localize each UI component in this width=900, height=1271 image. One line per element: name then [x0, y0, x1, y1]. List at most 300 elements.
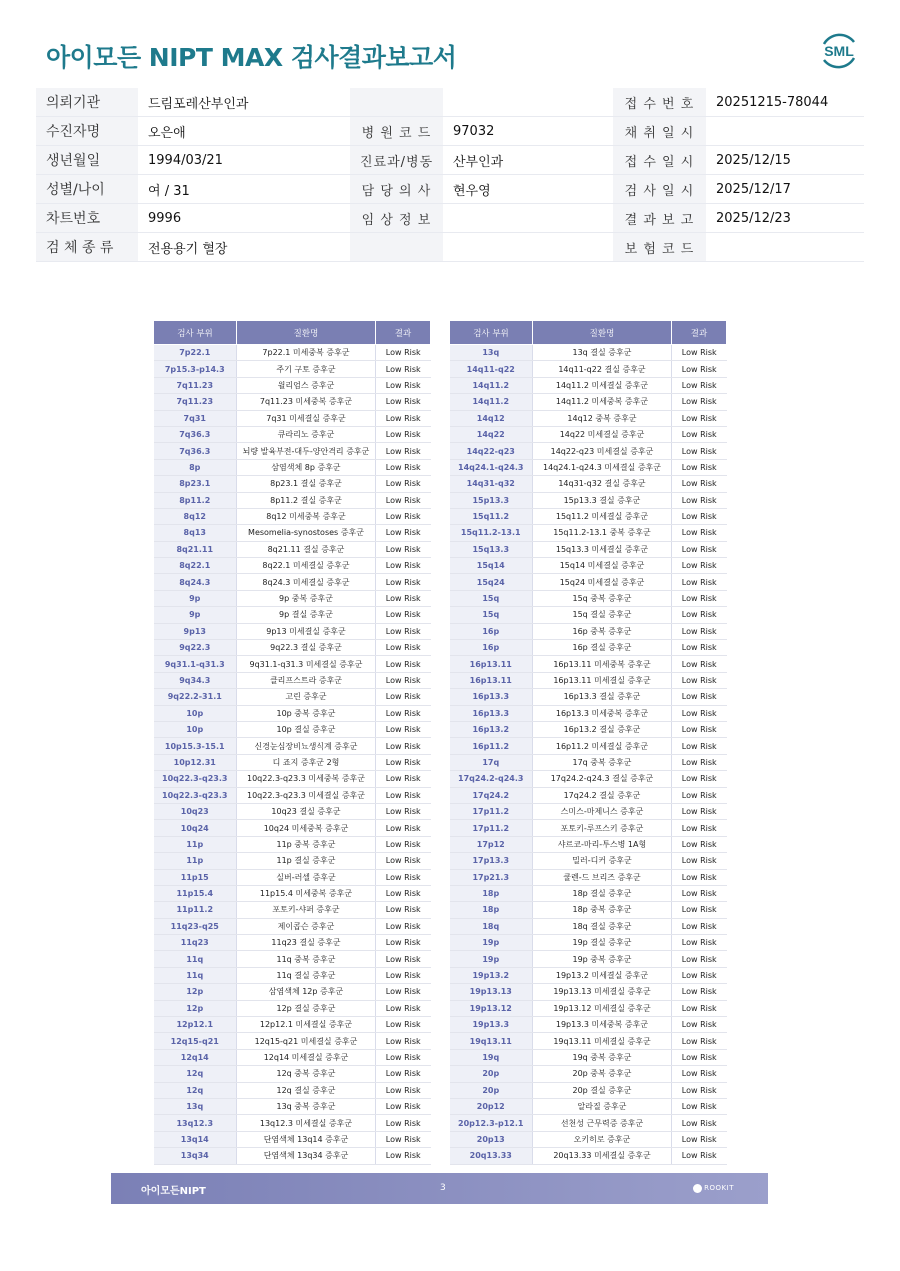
- result-row: [154, 1066, 431, 1082]
- disease-name: 15p13.3 결실 증후군: [533, 492, 672, 508]
- test-site: 16p11.2: [450, 738, 533, 754]
- risk-result: Low Risk: [672, 426, 727, 442]
- disease-name: 18q 결실 증후군: [533, 918, 672, 934]
- risk-result: Low Risk: [672, 345, 727, 361]
- col-header-site: 검사 부위: [450, 321, 533, 345]
- results-table-left: [153, 320, 431, 1165]
- risk-result: Low Risk: [376, 918, 431, 934]
- test-site: 16p: [450, 640, 533, 656]
- risk-result: Low Risk: [672, 689, 727, 705]
- result-row: [450, 967, 727, 983]
- disease-name: 14q12 중복 증후군: [533, 410, 672, 426]
- result-row: [450, 754, 727, 770]
- test-site: 14q22: [450, 426, 533, 442]
- test-site: 12q: [154, 1082, 237, 1098]
- result-row: [450, 377, 727, 393]
- result-row: [154, 656, 431, 672]
- disease-name: 17q24.2 결실 증후군: [533, 787, 672, 803]
- info-value: 2025/12/23: [706, 204, 864, 233]
- result-row: [154, 410, 431, 426]
- result-row: [450, 1115, 727, 1131]
- result-row: [450, 361, 727, 377]
- risk-result: Low Risk: [672, 410, 727, 426]
- disease-name: 16p13.11 미세중복 증후군: [533, 656, 672, 672]
- info-label: 담 당 의 사: [350, 175, 443, 204]
- test-site: 7p22.1: [154, 345, 237, 361]
- page-number: 3: [440, 1183, 446, 1193]
- result-row: [154, 1131, 431, 1147]
- result-row: [450, 1098, 727, 1114]
- result-row: [154, 672, 431, 688]
- col-header-result: 결과: [672, 321, 727, 345]
- info-value: [443, 204, 613, 233]
- result-row: [154, 492, 431, 508]
- result-row: [154, 984, 431, 1000]
- test-site: 19p13.2: [450, 967, 533, 983]
- risk-result: Low Risk: [672, 1148, 727, 1164]
- test-site: 14q11-q22: [450, 361, 533, 377]
- result-row: [154, 869, 431, 885]
- risk-result: Low Risk: [376, 984, 431, 1000]
- risk-result: Low Risk: [672, 738, 727, 754]
- risk-result: Low Risk: [376, 1066, 431, 1082]
- test-site: 9p: [154, 590, 237, 606]
- test-site: 10p15.3-15.1: [154, 738, 237, 754]
- result-row: [450, 640, 727, 656]
- risk-result: Low Risk: [672, 525, 727, 541]
- result-row: [154, 689, 431, 705]
- risk-result: Low Risk: [672, 1082, 727, 1098]
- disease-name: 9p13 미세결실 증후군: [237, 623, 376, 639]
- disease-name: 12q 중복 증후군: [237, 1066, 376, 1082]
- test-site: 17p13.3: [450, 853, 533, 869]
- disease-name: 10q24 미세중복 증후군: [237, 820, 376, 836]
- risk-result: Low Risk: [376, 443, 431, 459]
- risk-result: Low Risk: [376, 476, 431, 492]
- disease-name: 19p 중복 증후군: [533, 951, 672, 967]
- result-row: [154, 525, 431, 541]
- test-site: 14q11.2: [450, 377, 533, 393]
- result-row: [450, 1000, 727, 1016]
- test-site: 18p: [450, 885, 533, 901]
- disease-name: 12p12.1 미세결실 증후군: [237, 1017, 376, 1033]
- risk-result: Low Risk: [376, 902, 431, 918]
- disease-name: 12q 결실 증후군: [237, 1082, 376, 1098]
- test-site: 14q24.1-q24.3: [450, 459, 533, 475]
- disease-name: 15q13.3 미세결실 증후군: [533, 541, 672, 557]
- disease-name: 삼염색체 8p 증후군: [237, 459, 376, 475]
- result-row: [154, 721, 431, 737]
- risk-result: Low Risk: [672, 853, 727, 869]
- test-site: 8q13: [154, 525, 237, 541]
- info-label: 보 험 코 드: [613, 233, 706, 262]
- test-site: 11p: [154, 853, 237, 869]
- disease-name: 쿨렌-드 브리즈 증후군: [533, 869, 672, 885]
- disease-name: 7p22.1 미세중복 증후군: [237, 345, 376, 361]
- info-label: 병 원 코 드: [350, 117, 443, 146]
- result-row: [450, 885, 727, 901]
- result-row: [450, 918, 727, 934]
- brand-icon: [693, 1184, 702, 1193]
- disease-name: 9p 결실 증후군: [237, 607, 376, 623]
- disease-name: 11q23 결실 증후군: [237, 935, 376, 951]
- risk-result: Low Risk: [376, 1131, 431, 1147]
- risk-result: Low Risk: [672, 918, 727, 934]
- disease-name: 19p13.13 미세결실 증후군: [533, 984, 672, 1000]
- info-value: 현우영: [443, 175, 613, 204]
- info-label: 접 수 일 시: [613, 146, 706, 175]
- test-site: 9q34.3: [154, 672, 237, 688]
- risk-result: Low Risk: [376, 754, 431, 770]
- info-row: [36, 175, 864, 204]
- disease-name: 20p 결실 증후군: [533, 1082, 672, 1098]
- risk-result: Low Risk: [672, 885, 727, 901]
- test-site: 13q: [450, 345, 533, 361]
- risk-result: Low Risk: [672, 1131, 727, 1147]
- result-row: [154, 345, 431, 361]
- test-site: 16p: [450, 623, 533, 639]
- test-site: 11q: [154, 951, 237, 967]
- info-label: 결 과 보 고: [613, 204, 706, 233]
- result-row: [154, 541, 431, 557]
- disease-name: 15q 중복 증후군: [533, 590, 672, 606]
- risk-result: Low Risk: [376, 459, 431, 475]
- disease-name: 오키히로 증후군: [533, 1131, 672, 1147]
- result-row: [450, 345, 727, 361]
- result-row: [450, 394, 727, 410]
- result-row: [154, 640, 431, 656]
- risk-result: Low Risk: [376, 541, 431, 557]
- risk-result: Low Risk: [672, 1115, 727, 1131]
- result-row: [154, 951, 431, 967]
- result-row: [154, 1148, 431, 1164]
- risk-result: Low Risk: [672, 984, 727, 1000]
- risk-result: Low Risk: [376, 967, 431, 983]
- result-row: [450, 1082, 727, 1098]
- risk-result: Low Risk: [376, 853, 431, 869]
- risk-result: Low Risk: [672, 459, 727, 475]
- risk-result: Low Risk: [376, 803, 431, 819]
- disease-name: 15q 결실 증후군: [533, 607, 672, 623]
- disease-name: 선천성 근무력증 증후군: [533, 1115, 672, 1131]
- disease-name: 포토키-루프스키 증후군: [533, 820, 672, 836]
- risk-result: Low Risk: [376, 492, 431, 508]
- disease-name: 20p 중복 증후군: [533, 1066, 672, 1082]
- info-label: 검 사 일 시: [613, 175, 706, 204]
- disease-name: 11q 중복 증후군: [237, 951, 376, 967]
- test-site: 16p13.11: [450, 672, 533, 688]
- test-site: 15q11.2: [450, 508, 533, 524]
- result-row: [154, 394, 431, 410]
- risk-result: Low Risk: [376, 1049, 431, 1065]
- risk-result: Low Risk: [672, 1017, 727, 1033]
- test-site: 16p13.3: [450, 689, 533, 705]
- disease-name: 11q 결실 증후군: [237, 967, 376, 983]
- test-site: 16p13.2: [450, 721, 533, 737]
- info-value: 20251215-78044: [706, 88, 864, 117]
- info-label: 임 상 정 보: [350, 204, 443, 233]
- disease-name: 윌리엄스 증후군: [237, 377, 376, 393]
- result-row: [450, 574, 727, 590]
- info-value: 1994/03/21: [138, 146, 350, 175]
- result-row: [450, 853, 727, 869]
- risk-result: Low Risk: [376, 361, 431, 377]
- result-row: [450, 689, 727, 705]
- disease-name: 7q11.23 미세중복 증후군: [237, 394, 376, 410]
- risk-result: Low Risk: [672, 754, 727, 770]
- test-site: 10p: [154, 721, 237, 737]
- risk-result: Low Risk: [672, 820, 727, 836]
- result-row: [450, 935, 727, 951]
- col-header-site: 검사 부위: [154, 321, 237, 345]
- risk-result: Low Risk: [376, 410, 431, 426]
- risk-result: Low Risk: [672, 836, 727, 852]
- test-site: 20p12.3-p12.1: [450, 1115, 533, 1131]
- disease-name: 14q31-q32 결실 증후군: [533, 476, 672, 492]
- disease-name: 샤르코-마리-투스병 1A형: [533, 836, 672, 852]
- disease-name: 10q23 결실 증후군: [237, 803, 376, 819]
- disease-name: 10p 중복 증후군: [237, 705, 376, 721]
- info-value: 2025/12/15: [706, 146, 864, 175]
- disease-name: 15q11.2-13.1 중복 증후군: [533, 525, 672, 541]
- disease-name: 8p23.1 결실 증후군: [237, 476, 376, 492]
- result-row: [154, 607, 431, 623]
- disease-name: 15q11.2 미세결실 증후군: [533, 508, 672, 524]
- risk-result: Low Risk: [376, 1017, 431, 1033]
- test-site: 7p15.3-p14.3: [154, 361, 237, 377]
- test-site: 19q: [450, 1049, 533, 1065]
- test-site: 19p13.3: [450, 1017, 533, 1033]
- disease-name: 16p13.11 미세결실 증후군: [533, 672, 672, 688]
- disease-name: 11p 중복 증후군: [237, 836, 376, 852]
- test-site: 9q22.2-31.1: [154, 689, 237, 705]
- disease-name: 스미스-마제니스 증후군: [533, 803, 672, 819]
- test-site: 12p12.1: [154, 1017, 237, 1033]
- test-site: 11q23-q25: [154, 918, 237, 934]
- test-site: 20p13: [450, 1131, 533, 1147]
- disease-name: 14q22-q23 미세결실 증후군: [533, 443, 672, 459]
- info-row: [36, 233, 864, 262]
- test-site: 12p: [154, 1000, 237, 1016]
- footer-brand: ROOKIT: [704, 1184, 734, 1192]
- disease-name: 알라질 증후군: [533, 1098, 672, 1114]
- disease-name: 17q 중복 증후군: [533, 754, 672, 770]
- result-row: [450, 558, 727, 574]
- risk-result: Low Risk: [672, 574, 727, 590]
- test-site: 20p: [450, 1082, 533, 1098]
- test-site: 19q13.11: [450, 1033, 533, 1049]
- risk-result: Low Risk: [672, 787, 727, 803]
- disease-name: 9q22.3 결실 증후군: [237, 640, 376, 656]
- test-site: 9p: [154, 607, 237, 623]
- disease-name: 16p13.2 결실 증후군: [533, 721, 672, 737]
- disease-name: 8q22.1 미세결실 증후군: [237, 558, 376, 574]
- test-site: 11p: [154, 836, 237, 852]
- result-row: [154, 459, 431, 475]
- disease-name: 실버-러셀 증후군: [237, 869, 376, 885]
- test-site: 13q12.3: [154, 1115, 237, 1131]
- test-site: 7q36.3: [154, 426, 237, 442]
- test-site: 14q12: [450, 410, 533, 426]
- risk-result: Low Risk: [672, 902, 727, 918]
- test-site: 10p12.31: [154, 754, 237, 770]
- disease-name: 13q 중복 증후군: [237, 1098, 376, 1114]
- disease-name: 15q24 미세결실 증후군: [533, 574, 672, 590]
- risk-result: Low Risk: [376, 787, 431, 803]
- disease-name: 14q11-q22 결실 증후군: [533, 361, 672, 377]
- disease-name: 단염색체 13q34 증후군: [237, 1148, 376, 1164]
- disease-name: 19p13.3 미세중복 증후군: [533, 1017, 672, 1033]
- test-site: 7q36.3: [154, 443, 237, 459]
- info-value: 여 / 31: [138, 175, 350, 204]
- test-site: 10q22.3-q23.3: [154, 787, 237, 803]
- risk-result: Low Risk: [672, 541, 727, 557]
- risk-result: Low Risk: [376, 1115, 431, 1131]
- info-label: 채 취 일 시: [613, 117, 706, 146]
- result-row: [450, 705, 727, 721]
- disease-name: 18p 중복 증후군: [533, 902, 672, 918]
- result-row: [450, 787, 727, 803]
- disease-name: 14q22 미세결실 증후군: [533, 426, 672, 442]
- test-site: 10p: [154, 705, 237, 721]
- disease-name: 17q24.2-q24.3 결실 증후군: [533, 771, 672, 787]
- test-site: 16p13.11: [450, 656, 533, 672]
- col-header-disease: 질환명: [237, 321, 376, 345]
- result-row: [450, 623, 727, 639]
- risk-result: Low Risk: [672, 656, 727, 672]
- test-site: 8q24.3: [154, 574, 237, 590]
- test-site: 15q: [450, 590, 533, 606]
- risk-result: Low Risk: [376, 426, 431, 442]
- test-site: 8q12: [154, 508, 237, 524]
- result-row: [154, 377, 431, 393]
- risk-result: Low Risk: [376, 869, 431, 885]
- result-row: [450, 836, 727, 852]
- result-row: [154, 1000, 431, 1016]
- info-value: 드림포레산부인과: [138, 88, 350, 117]
- disease-name: 12p 결실 증후군: [237, 1000, 376, 1016]
- risk-result: Low Risk: [376, 935, 431, 951]
- result-row: [450, 672, 727, 688]
- risk-result: Low Risk: [376, 574, 431, 590]
- result-row: [154, 590, 431, 606]
- footer-product: 아이모든NIPT: [141, 1186, 206, 1197]
- test-site: 17p21.3: [450, 869, 533, 885]
- result-row: [450, 1148, 727, 1164]
- test-site: 11q23: [154, 935, 237, 951]
- results-table-right: [449, 320, 727, 1165]
- disease-name: 16p13.3 결실 증후군: [533, 689, 672, 705]
- test-site: 20q13.33: [450, 1148, 533, 1164]
- result-row: [154, 361, 431, 377]
- disease-name: 제이콥슨 증후군: [237, 918, 376, 934]
- result-row: [154, 853, 431, 869]
- result-row: [154, 705, 431, 721]
- disease-name: 9p 중복 증후군: [237, 590, 376, 606]
- test-site: 15p13.3: [450, 492, 533, 508]
- test-site: 15q24: [450, 574, 533, 590]
- disease-name: 14q11.2 미세중복 증후군: [533, 394, 672, 410]
- disease-name: 16p 결실 증후군: [533, 640, 672, 656]
- test-site: 14q11.2: [450, 394, 533, 410]
- test-site: 17p11.2: [450, 820, 533, 836]
- test-site: 17q24.2: [450, 787, 533, 803]
- result-row: [450, 1017, 727, 1033]
- risk-result: Low Risk: [672, 1000, 727, 1016]
- risk-result: Low Risk: [672, 951, 727, 967]
- disease-name: 14q11.2 미세결실 증후군: [533, 377, 672, 393]
- disease-name: 10q22.3-q23.3 미세중복 증후군: [237, 771, 376, 787]
- test-site: 11q: [154, 967, 237, 983]
- disease-name: 19q13.11 미세결실 증후군: [533, 1033, 672, 1049]
- disease-name: 밀러-디커 증후군: [533, 853, 672, 869]
- test-site: 17q24.2-q24.3: [450, 771, 533, 787]
- info-value: 산부인과: [443, 146, 613, 175]
- risk-result: Low Risk: [376, 377, 431, 393]
- disease-name: 8q12 미세중복 증후군: [237, 508, 376, 524]
- info-label: 의뢰기관: [36, 88, 138, 117]
- result-row: [450, 721, 727, 737]
- result-row: [450, 869, 727, 885]
- risk-result: Low Risk: [672, 607, 727, 623]
- info-row: [36, 204, 864, 233]
- test-site: 12q15-q21: [154, 1033, 237, 1049]
- info-label: 생년월일: [36, 146, 138, 175]
- test-site: 11p15: [154, 869, 237, 885]
- risk-result: Low Risk: [376, 558, 431, 574]
- risk-result: Low Risk: [376, 771, 431, 787]
- disease-name: 13q12.3 미세결실 증후군: [237, 1115, 376, 1131]
- risk-result: Low Risk: [672, 869, 727, 885]
- risk-result: Low Risk: [376, 951, 431, 967]
- result-row: [154, 902, 431, 918]
- test-site: 15q: [450, 607, 533, 623]
- test-site: 7q31: [154, 410, 237, 426]
- result-row: [154, 836, 431, 852]
- result-row: [154, 558, 431, 574]
- info-label: [350, 88, 443, 117]
- disease-name: 19p13.12 미세결실 증후군: [533, 1000, 672, 1016]
- risk-result: Low Risk: [376, 590, 431, 606]
- disease-name: 11p 결실 증후군: [237, 853, 376, 869]
- test-site: 10q23: [154, 803, 237, 819]
- result-row: [450, 1033, 727, 1049]
- disease-name: 18p 결실 증후군: [533, 885, 672, 901]
- test-site: 17p12: [450, 836, 533, 852]
- test-site: 12p: [154, 984, 237, 1000]
- test-site: 18p: [450, 902, 533, 918]
- disease-name: Mesomelia-synostoses 증후군: [237, 525, 376, 541]
- result-row: [154, 885, 431, 901]
- result-row: [450, 607, 727, 623]
- test-site: 19p13.13: [450, 984, 533, 1000]
- risk-result: Low Risk: [672, 1098, 727, 1114]
- patient-info-table: [36, 88, 864, 262]
- info-label: 접 수 번 호: [613, 88, 706, 117]
- risk-result: Low Risk: [672, 361, 727, 377]
- result-row: [154, 754, 431, 770]
- result-row: [450, 1049, 727, 1065]
- risk-result: Low Risk: [376, 705, 431, 721]
- result-row: [450, 443, 727, 459]
- result-row: [154, 935, 431, 951]
- result-row: [154, 1049, 431, 1065]
- disease-name: 19p 결실 증후군: [533, 935, 672, 951]
- risk-result: Low Risk: [672, 558, 727, 574]
- info-value: 9996: [138, 204, 350, 233]
- test-site: 9q31.1-q31.3: [154, 656, 237, 672]
- risk-result: Low Risk: [376, 738, 431, 754]
